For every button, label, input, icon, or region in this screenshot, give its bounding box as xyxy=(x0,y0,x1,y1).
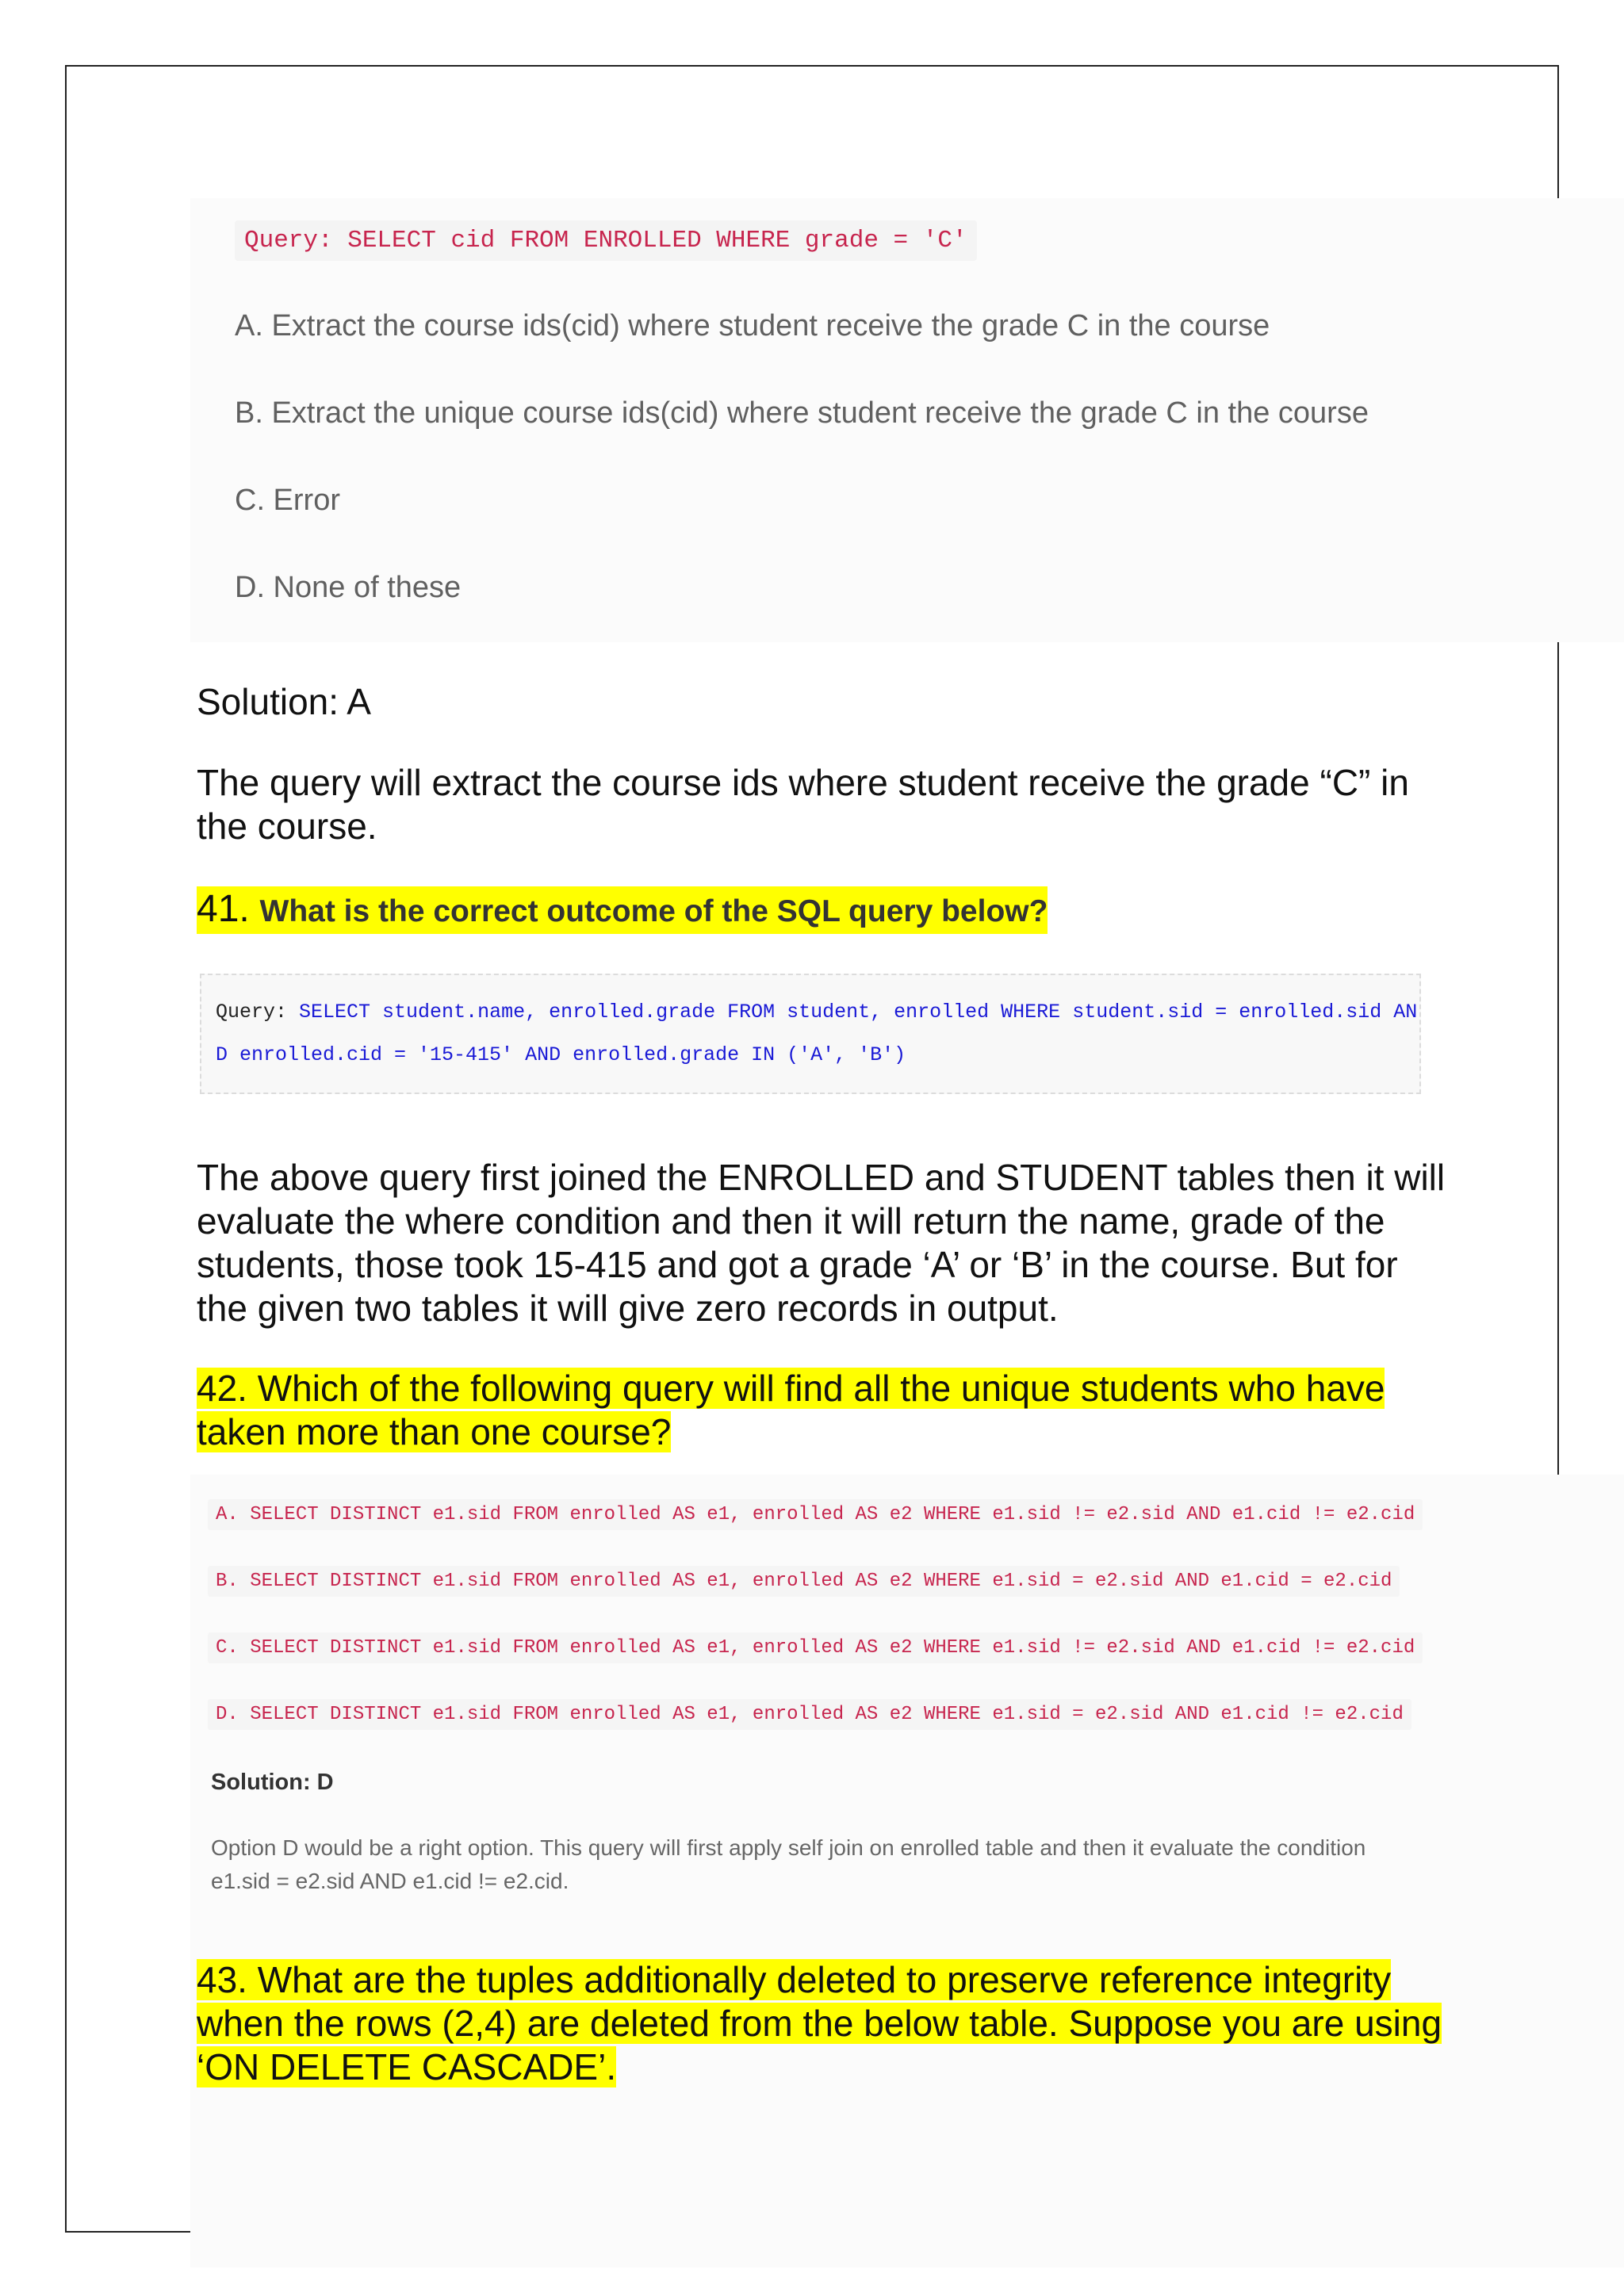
q42-question xyxy=(197,1367,1450,1454)
q42-option-d: D. SELECT DISTINCT e1.sid FROM enrolled AS e1, enrolled AS e2 WHERE e1.sid = e2.sid AND e1.cid != e2.cid xyxy=(208,1699,1411,1730)
q40-option-b: B. Extract the unique course ids(cid) where student receive the grade C in the course xyxy=(235,396,1369,430)
q41-question: What is the correct outcome of the SQL query below? xyxy=(259,894,1048,928)
q40-option-c: C. Error xyxy=(235,484,340,517)
q42-option-b: B. SELECT DISTINCT e1.sid FROM enrolled AS e1, enrolled AS e2 WHERE e1.sid = e2.sid AND e1.cid = e2.cid xyxy=(208,1566,1400,1597)
q43-question-text: 43. What are the tuples additionally deleted to preserve reference integrity when the rows (2,4) are deleted from the below table. Suppose you are using ‘ON DELETE CASCADE’. xyxy=(197,1959,1442,2087)
q41-query-line-1: SELECT student.name, enrolled.grade FROM student, enrolled WHERE student.sid = enrolled.sid AN xyxy=(299,1001,1418,1024)
q41-query-line-2: D enrolled.cid = '15-415' AND enrolled.grade IN ('A', 'B') xyxy=(216,1043,906,1066)
q42-option-a: A. SELECT DISTINCT e1.sid FROM enrolled AS e1, enrolled AS e2 WHERE e1.sid != e2.sid AND e1.cid != e2.cid xyxy=(208,1499,1423,1530)
q40-option-d: D. None of these xyxy=(235,571,462,604)
q41-heading xyxy=(197,886,1048,934)
q40-option-a: A. Extract the course ids(cid) where student receive the grade C in the course xyxy=(235,309,1270,342)
q41-query-prefix: Query: xyxy=(216,1001,300,1024)
q42-explanation: Option D would be a right option. This query will first apply self join on enrolled table and then it evaluate the condition e1.sid = e2.sid AND e1.cid != e2.cid. xyxy=(211,1835,1366,1893)
q42-option-c: C. SELECT DISTINCT e1.sid FROM enrolled AS e1, enrolled AS e2 WHERE e1.sid != e2.sid AND e1.cid != e2.cid xyxy=(208,1632,1423,1663)
q42-question-text: 42. Which of the following query will find all the unique students who have taken more than one course? xyxy=(197,1368,1385,1452)
q41-number: 41. xyxy=(197,888,250,930)
q43-question xyxy=(197,1958,1450,2089)
q41-explanation: The above query first joined the ENROLLED and STUDENT tables then it will evaluate the where condition and then it will return the name, grade of the students, those took 15-415 and got a grade ‘A’ or ‘B’ in the course. But for the given two tables it will give zero records in output. xyxy=(197,1157,1446,1329)
q40-explanation: The query will extract the course ids where student receive the grade “C” in the course. xyxy=(197,762,1409,847)
q40-query: Query: SELECT cid FROM ENROLLED WHERE grade = 'C' xyxy=(235,220,977,261)
q42-solution: Solution: D xyxy=(211,1770,334,1795)
q40-solution: Solution: A xyxy=(197,681,371,722)
q41-query-box xyxy=(200,974,1421,1094)
